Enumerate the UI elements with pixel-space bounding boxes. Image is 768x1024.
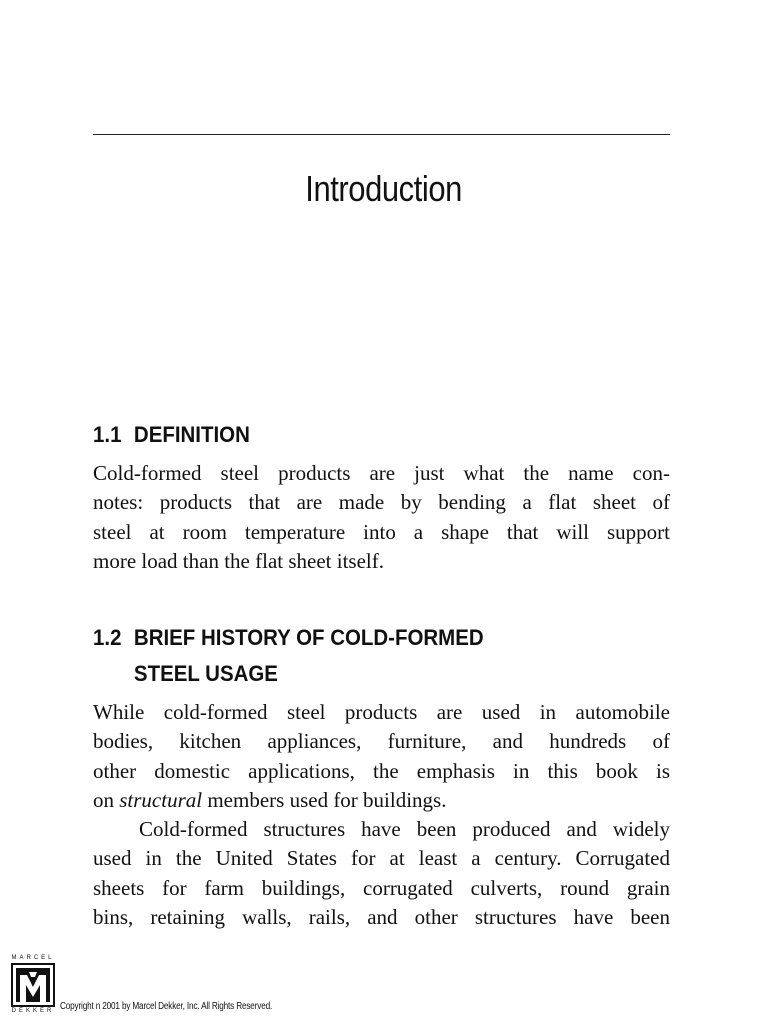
definition-paragraph (93, 459, 670, 576)
text-line: bins, retaining walls, rails, and other structures have been (93, 904, 670, 929)
copyright-notice: Copyright n 2001 by Marcel Dekker, Inc. All Rights Reserved. (60, 1001, 273, 1012)
text-line: Cold-formed structures have been produced and widely (139, 817, 670, 841)
text-line: sheets for farm buildings, corrugated culverts, round grain (93, 875, 670, 900)
publisher-emblem-icon (11, 963, 55, 1007)
section-number: 1.1 (93, 422, 122, 447)
emphasis-text: structural (119, 787, 203, 812)
section-title-line2: STEEL USAGE (133, 661, 278, 686)
section-title-line1: BRIEF HISTORY OF COLD-FORMED (133, 625, 484, 650)
section-number: 1.2 (93, 625, 122, 650)
chapter-rule (93, 134, 670, 135)
text-run: on (93, 787, 120, 812)
text-line: While cold-formed steel products are used in automobile (93, 700, 670, 724)
publisher-logo (9, 955, 57, 1015)
section-heading-definition (93, 417, 250, 453)
logo-text-top: MARCEL (11, 955, 55, 961)
text-line: Cold-formed steel products are just what the name con- (93, 461, 670, 485)
text-line: other domestic applications, the emphasis in this book is (93, 758, 670, 783)
text-line: steel at room temperature into a shape that will support (93, 519, 670, 544)
section-title: DEFINITION (133, 422, 250, 447)
text-line: bodies, kitchen appliances, furniture, and hundreds of (93, 729, 670, 754)
text-line: used in the United States for at least a century. Corrugated (93, 846, 670, 871)
section-heading-history (93, 620, 484, 692)
text-line: notes: products that are made by bending a flat sheet of (93, 490, 670, 515)
history-paragraph-2 (93, 815, 670, 932)
text-line (93, 786, 670, 815)
text-line: more load than the flat sheet itself. (93, 548, 384, 573)
history-paragraph-1 (93, 698, 670, 815)
text-run: members used for buildings. (202, 787, 447, 812)
logo-text-bottom: DEKKER (11, 1008, 55, 1014)
chapter-title: Introduction (305, 168, 462, 209)
